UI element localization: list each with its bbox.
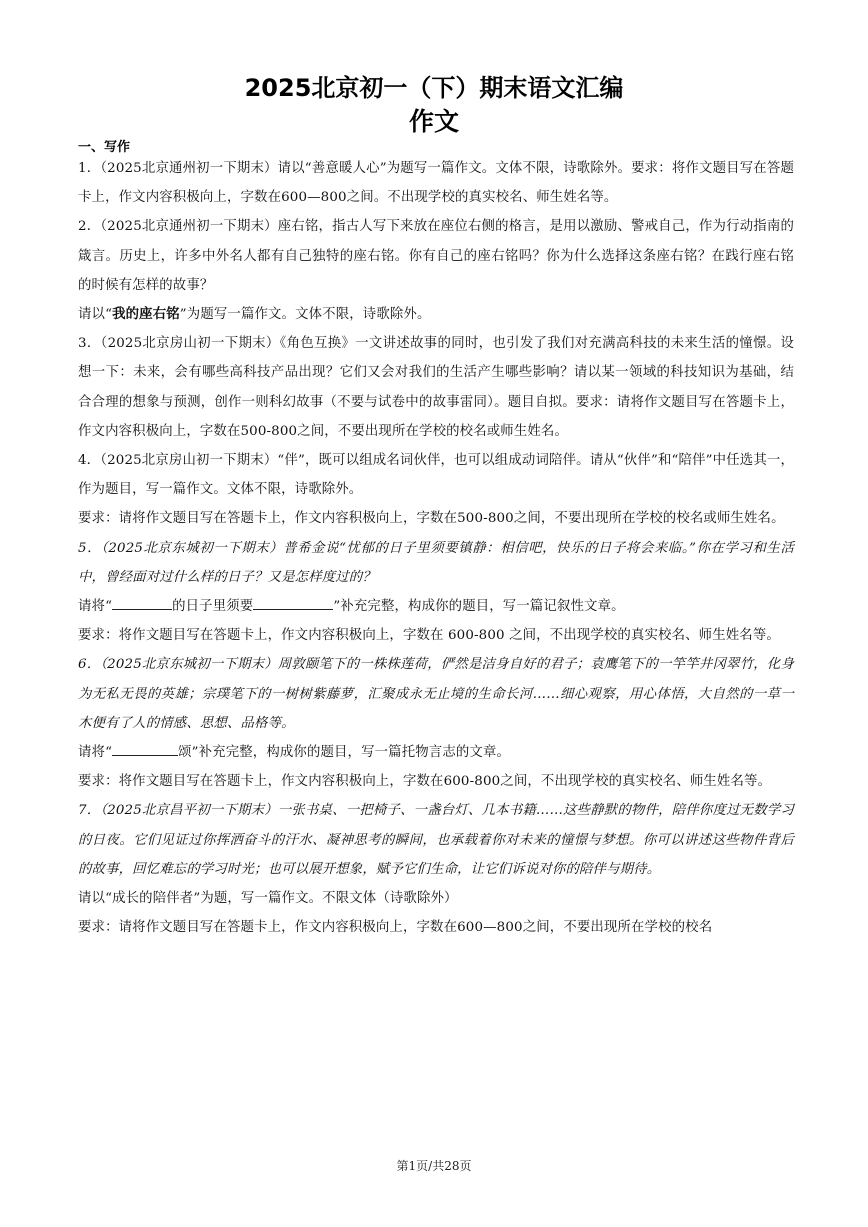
question-1: 1．（2025北京通州初一下期末）请以“善意暖人心”为题写一篇作文。文体不限，诗歌除外。要求：将作文题目写在答题卡上，作文内容积极向上，字数在600—800之间。不出现学校的真实校名、师生姓名等。 <box>78 161 794 206</box>
page-number: 第1页/共28页 <box>396 1159 472 1173</box>
question-2-prompt-topic: 我的座右铭 <box>112 307 180 323</box>
question-6-prompt <box>78 738 794 767</box>
question-7-requirement: 要求：请将作文题目写在答题卡上，作文内容积极向上，字数在600—800之间，不要出现所在学校的校名 <box>78 920 713 936</box>
question-5-requirement: 要求：将作文题目写在答题卡上，作文内容积极向上，字数在 600-800 之间，不出现学校的真实校名、师生姓名等。 <box>78 628 780 644</box>
question-7: 7．（2025北京昌平初一下期末）一张书桌、一把椅子、一盏台灯、几本书籍……这些静默的物件，陪伴你度过无数学习的日夜。它们见证过你挥洒奋斗的汗水、凝神思考的瞬间，也承载着你对未来的憧憬与梦想。你可以讲述这些物件背后的故事，回忆难忘的学习时光；也可以展开想象，赋予它们生命，让它们诉说对你的陪伴与期待。 <box>78 803 794 877</box>
fill-in-blank <box>253 595 333 610</box>
question-4-requirement: 要求：请将作文题目写在答题卡上，作文内容积极向上，字数在500-800之间，不要出现所在学校的校名或师生姓名。 <box>78 511 785 527</box>
question-5-prompt-c: ”补充完整，构成你的题目，写一篇记叙性文章。 <box>333 599 625 615</box>
document-subtitle: 作文 <box>408 107 459 136</box>
question-7-prompt: 请以“成长的陪伴者”为题，写一篇作文。不限文体（诗歌除外） <box>78 891 458 907</box>
question-3: 3．（2025北京房山初一下期末）《角色互换》一文讲述故事的同时，也引发了我们对充满高科技的未来生活的憧憬。设想一下：未来，会有哪些高科技产品出现？它们又会对我们的生活产生哪些影响？请以某一领域的科技知识为基础，结合合理的想象与预测，创作一则科幻故事（不要与试卷中的故事雷同）。题目自拟。要求：请将作文题目写在答题卡上，作文内容积极向上，字数在500-800之间，不要出现所在学校的校名或师生姓名。 <box>78 336 794 439</box>
question-6: 6．（2025北京东城初一下期末）周敦颐笔下的一株株莲荷，俨然是洁身自好的君子；袁鹰笔下的一竿竿井冈翠竹，化身为无私无畏的英雄；宗璞笔下的一树树紫藤萝，汇聚成永无止境的生命长河……细心观察，用心体悟，大自然的一草一木便有了人的情感、思想、品格等。 <box>78 657 794 731</box>
question-5: 5．（2025北京东城初一下期末）普希金说“忧郁的日子里须要镇静：相信吧，快乐的日子将会来临。”你在学习和生活中，曾经面对过什么样的日子？又是怎样度过的？ <box>78 540 794 585</box>
question-5-prompt-b: 的日子里须要 <box>172 599 254 615</box>
question-5-prompt-a: 请将“ <box>78 599 113 615</box>
fill-in-blank <box>112 595 172 610</box>
question-2-prompt-post: ”为题写一篇作文。文体不限，诗歌除外。 <box>179 307 431 323</box>
question-2: 2．（2025北京通州初一下期末）座右铭，指古人写下来放在座位右侧的格言，是用以激励、警戒自己，作为行动指南的箴言。历史上，许多中外名人都有自己独特的座右铭。你有自己的座右铭吗？你为什么选择这条座右铭？在践行座右铭的时候有怎样的故事？ <box>78 219 794 293</box>
question-4: 4．（2025北京房山初一下期末）“伴”，既可以组成名词伙伴，也可以组成动词陪伴。请从“伙伴”和“陪伴”中任选其一，作为题目，写一篇作文。文体不限，诗歌除外。 <box>78 453 794 498</box>
document-title: 2025北京初一（下）期末语文汇编 <box>244 74 624 102</box>
question-2-prompt-pre: 请以“ <box>78 307 113 323</box>
question-6-requirement: 要求：将作文题目写在答题卡上，作文内容积极向上，字数在600-800之间，不出现学校的真实校名、师生姓名等。 <box>78 774 772 790</box>
question-list <box>78 154 794 942</box>
fill-in-blank <box>112 741 178 756</box>
question-5-prompt <box>78 592 794 621</box>
section-heading: 一、写作 <box>78 140 131 155</box>
question-6-prompt-a: 请将“ <box>78 745 113 761</box>
question-2-prompt <box>78 300 794 329</box>
question-6-prompt-b: 颂”补充完整，构成你的题目，写一篇托物言志的文章。 <box>178 745 511 761</box>
